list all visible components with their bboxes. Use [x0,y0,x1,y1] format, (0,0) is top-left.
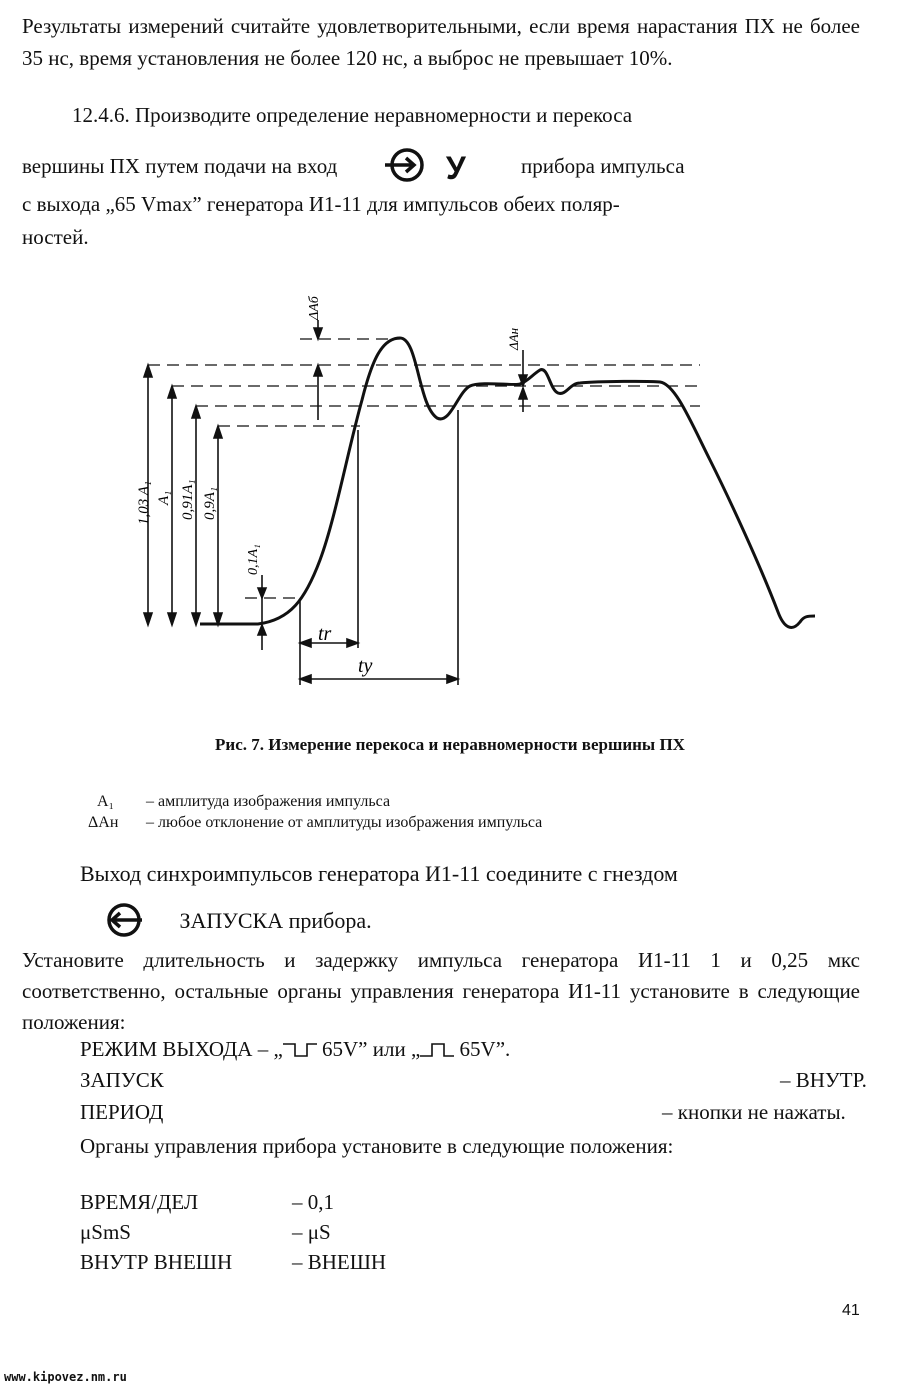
y-channel-label: У [445,149,466,186]
label-tr: tr [318,623,332,645]
setting-period-value: – кнопки не нажаты. [662,1100,846,1124]
figure-caption: Рис. 7. Измерение перекоса и неравномерности вершины ПХ [215,735,685,754]
setting-launch-value: – ВНУТР. [780,1068,867,1092]
paragraph-12-4-6-line4: ностей. [22,225,89,249]
paragraph-12-4-6-line1: 12.4.6. Производите определение неравномерности и перекоса [72,103,633,127]
setting-period-label: ПЕРИОД [80,1100,164,1124]
mode-value-1: 65V” или „ [316,1037,421,1061]
pulse-diagram [0,270,900,700]
label-0-9-a1: 0,9A₁ [202,486,218,520]
legend-symbol-delta-ah: ΔAн [88,814,119,831]
mode-value-2: 65V”. [454,1037,511,1061]
paragraph-results: Результаты измерений считайте удовлетворительными, если время нарастания ПХ не более 35 нс, время установления не более 120 нс, а выброс не превышает 10%. [22,14,860,70]
legend-symbol-a1: A₁ [97,793,115,810]
input-connector-icon [383,145,427,191]
mode-label: РЕЖИМ ВЫХОДА – „ [80,1037,283,1061]
paragraph-sync-line1: Выход синхроимпульсов генератора И1-11 соедините с гнездом [80,861,678,886]
paragraph-12-4-6-line3: с выхода „65 Vmax” генератора И1-11 для импульсов обеих поляр- [22,192,620,216]
paragraph-12-4-6-line2 [22,145,685,191]
paragraph-generator-setup: Установите длительность и задержку импульса генератора И1-11 1 и 0,25 мкс соответственно, остальные органы управления генератора И1-11 установите в следующие положения: [22,948,860,1034]
pulse-waveform [200,338,815,627]
label-delta-ah: ΔAн [506,327,521,350]
footer-url: www.kipovez.nm.ru [4,1370,127,1384]
trigger-connector-icon [102,900,146,946]
setting-int-ext-value: – ВНЕШН [292,1250,387,1274]
reference-lines [148,339,700,598]
setting-time-div-value: – 0,1 [292,1190,334,1214]
legend-text-a1: – амплитуда изображения импульса [146,793,391,810]
page-number: 41 [842,1302,860,1319]
label-a1: A₁ [156,490,172,505]
setting-usms-label: μSmS [80,1220,131,1244]
setting-time-div-label: ВРЕМЯ/ДЕЛ [80,1190,199,1214]
legend-text-delta-ah: – любое отклонение от амплитуды изображения импульса [146,814,543,831]
setting-int-ext-label: ВНУТР ВНЕШН [80,1250,233,1274]
paragraph-device-controls: Органы управления прибора установите в следующие положения: [80,1134,674,1158]
amplitude-arrows [144,320,527,650]
text-fragment: прибора импульса [520,153,685,178]
setting-usms-value: – μS [292,1220,331,1244]
label-1-03-a1: 1,03 A₁ [136,480,152,525]
label-ty: tу [358,655,373,677]
setting-launch-label: ЗАПУСК [80,1068,164,1092]
text-fragment: вершины ПХ путем подачи на вход [22,153,338,178]
trigger-text: ЗАПУСКА прибора. [179,908,372,934]
label-0-1-a1: 0,1A₁ [246,544,261,575]
label-0-91-a1: 0,91A₁ [180,479,196,520]
setting-output-mode [80,1037,510,1064]
positive-pulse-icon [420,1039,454,1064]
label-delta-ab: ΔAб [307,296,322,320]
paragraph-sync-line2 [102,900,372,946]
negative-pulse-icon [283,1039,317,1064]
